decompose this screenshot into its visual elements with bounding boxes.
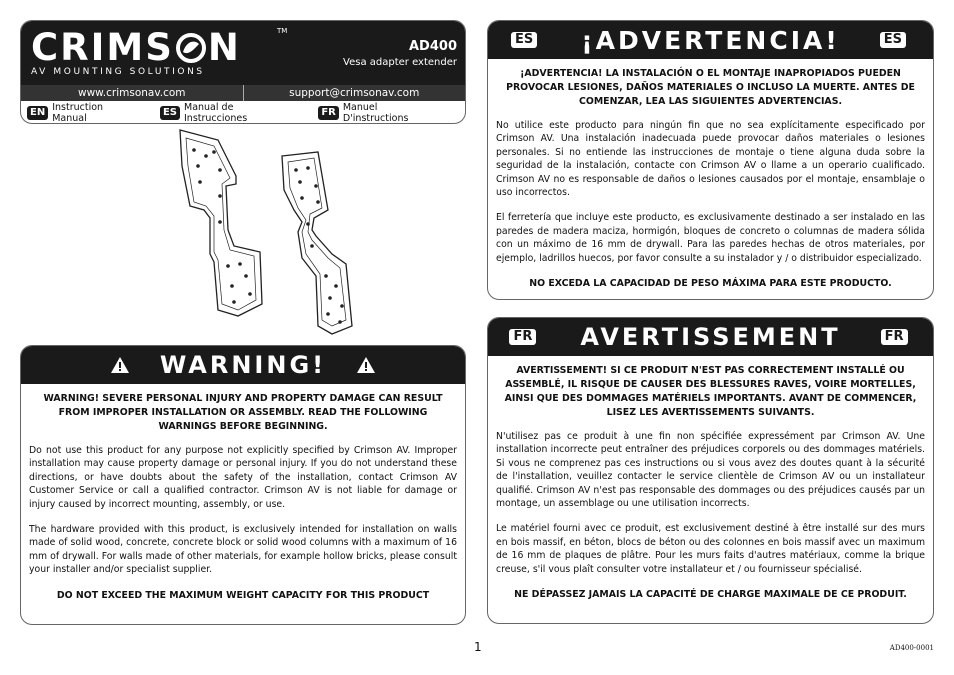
warning-body-en	[21, 384, 465, 602]
contact-bar	[21, 85, 465, 101]
warning-body-fr	[488, 356, 933, 601]
brand-bar	[21, 21, 465, 85]
warning-paragraph-fr-2: Le matériel fourni avec ce produit, est exclusivement destiné à être installé sur des murs en bois massif, en béton, blocs de béton ou des colonnes en bois massif avec un maximum de 16 mm de plaques de plâtre. Pour les murs faits d'autres matériaux, comme la brique creuse, s'il vous plaît consulter votre installateur et / ou fournisseur spécialisé.	[496, 523, 925, 575]
warning-body-es	[488, 59, 933, 290]
warning-panel-fr	[487, 317, 934, 624]
logo-wordmark	[31, 26, 241, 69]
warning-title-es: ¡ADVERTENCIA!	[581, 25, 840, 55]
warning-paragraph-es-1: No utilice este producto para ningún fin que no sea explícitamente especificado por Crimson AV. Una instalación inadecuada puede provocar daños materiales o lesiones personales. Si no entiende las instrucciones de montaje o tiene alguna duda sobre la seguridad de la instalación, contacte con Crimson AV o llame a un operario cualificado. Crimson AV no es responsable de daños o lesiones causados por el montaje, ensamblaje o uso incorrectos.	[496, 120, 925, 199]
warning-triangle-icon	[110, 356, 130, 374]
language-badge: ES	[160, 106, 180, 120]
warning-intro-en: WARNING! SEVERE PERSONAL INJURY AND PROPERTY DAMAGE CAN RESULT FROM IMPROPER INSTALLATION OR ASSEMBLY. READ THE FOLLOWING WARNINGS BEFORE BEGINNING.	[43, 393, 443, 432]
warning-title-en: WARNING!	[159, 351, 327, 379]
logo-text-right: N	[207, 26, 241, 69]
header-panel	[20, 20, 466, 124]
warning-title-fr: AVERTISSEMENT	[580, 323, 841, 351]
warning-closing-es: NO EXCEDA LA CAPACIDAD DE PESO MÁXIMA PARA ESTE PRODUCTO.	[529, 278, 892, 290]
warning-paragraph-en-1: Do not use this product for any purpose not explicitly specified by Crimson AV. Improper installation may cause property damage or personal injury. If you do not understand these directions, or have doubts about the safety of the installation, contact Crimson AV Customer Service or call a qualified contractor. Crimson AV is not liable for damage or injury caused by incorrect mounting, assembly, or use.	[29, 445, 457, 510]
vesa-bracket-illustration	[170, 126, 370, 336]
document-code: AD400-0001	[889, 644, 934, 652]
warning-panel-en	[20, 345, 466, 625]
language-label: Instruction Manual	[52, 102, 104, 124]
language-label: Manual de Instrucciones	[184, 102, 248, 124]
page-number: 1	[474, 640, 482, 654]
warning-intro-fr: AVERTISSEMENT! SI CE PRODUIT N'EST PAS CORRECTEMENT INSTALLÉ OU ASSEMBLÉ, IL RISQUE DE CAUSER DES BLESSURES RAVES, VOIRE MORTELLES, AINSI QUE DES DOMMAGES MATÉRIELS IMPORTANTS. AVANT DE COMMENCER, LISEZ LES AVERTISSEMENTS SUIVANTS.	[504, 365, 917, 418]
language-item-es	[160, 102, 296, 124]
warning-bar-es	[488, 21, 933, 59]
language-badge: FR	[318, 106, 339, 120]
language-list	[21, 101, 465, 124]
warning-bar-en	[21, 346, 465, 384]
language-badge-fr: FR	[509, 329, 536, 345]
language-item-fr	[318, 102, 443, 124]
warning-triangle-icon	[356, 356, 376, 374]
trademark: TM	[277, 27, 288, 35]
warning-paragraph-en-2: The hardware provided with this product, is exclusively intended for installation on walls made of solid wood, concrete, concrete block or solid wood columns with a maximum of 16 mm of drywall. For walls made of other materials, for example hollow bricks, please consult your installer and/or specialist supplier.	[29, 524, 457, 576]
warning-panel-es	[487, 20, 934, 300]
warning-paragraph-es-2: El ferretería que incluye este producto, es exclusivamente destinado a ser instalado en las paredes de madera maciza, hormigón, bloques de concreto o columnas de madera sólida con un máximo de 16 mm de drywall. Para las paredes hechas de otros materiales, por ejemplo, ladrillos huecos, por favor consulte a su instalador y / o distribuidor especializado.	[496, 212, 925, 264]
warning-closing-fr: NE DÉPASSEZ JAMAIS LA CAPACITÉ DE CHARGE MAXIMALE DE CE PRODUIT.	[514, 589, 907, 601]
language-label: Manuel D'instructions	[342, 102, 409, 124]
crimson-logo	[31, 26, 241, 77]
website-link[interactable]: www.crimsonav.com	[77, 87, 186, 99]
logo-text-left: CRIMS	[31, 26, 174, 69]
warning-paragraph-fr-1: N'utilisez pas ce produit à une fin non spécifiée expressément par Crimson AV. Une installation incorrecte peut entraîner des préjudices corporels ou des dommages matériels. Si vous ne comprenez pas ces instructions ou si vous avez des doutes quant à la sécurité de l'installation, veuillez contacter le service clientèle de Crimson AV ou un installateur qualifié. Crimson AV n'est pas responsable des dommages ou des préjudices causés par un montage, un assemblage ou une utilisation incorrects.	[496, 431, 925, 510]
warning-bar-fr	[488, 318, 933, 356]
model-number: AD400	[409, 39, 457, 54]
logo-tagline: AV MOUNTING SOLUTIONS	[31, 67, 205, 77]
language-item-en	[27, 102, 138, 124]
logo-o-icon	[175, 32, 207, 64]
model-description: Vesa adapter extender	[343, 57, 457, 68]
email-link[interactable]: support@crimsonav.com	[289, 87, 420, 99]
language-badge: EN	[27, 106, 48, 120]
language-badge-es: ES	[511, 32, 537, 48]
language-badge-es: ES	[880, 32, 906, 48]
warning-closing-en: DO NOT EXCEED THE MAXIMUM WEIGHT CAPACITY FOR THIS PRODUCT	[56, 589, 430, 601]
language-badge-fr: FR	[881, 329, 908, 345]
warning-intro-es: ¡ADVERTENCIA! LA INSTALACIÓN O EL MONTAJE INAPROPIADOS PUEDEN PROVOCAR LESIONES, DAÑOS MATERIALES O INCLUSO LA MUERTE. ANTES DE COMENZAR, LEA LAS SIGUIENTES ADVERTENCIAS.	[506, 68, 915, 107]
